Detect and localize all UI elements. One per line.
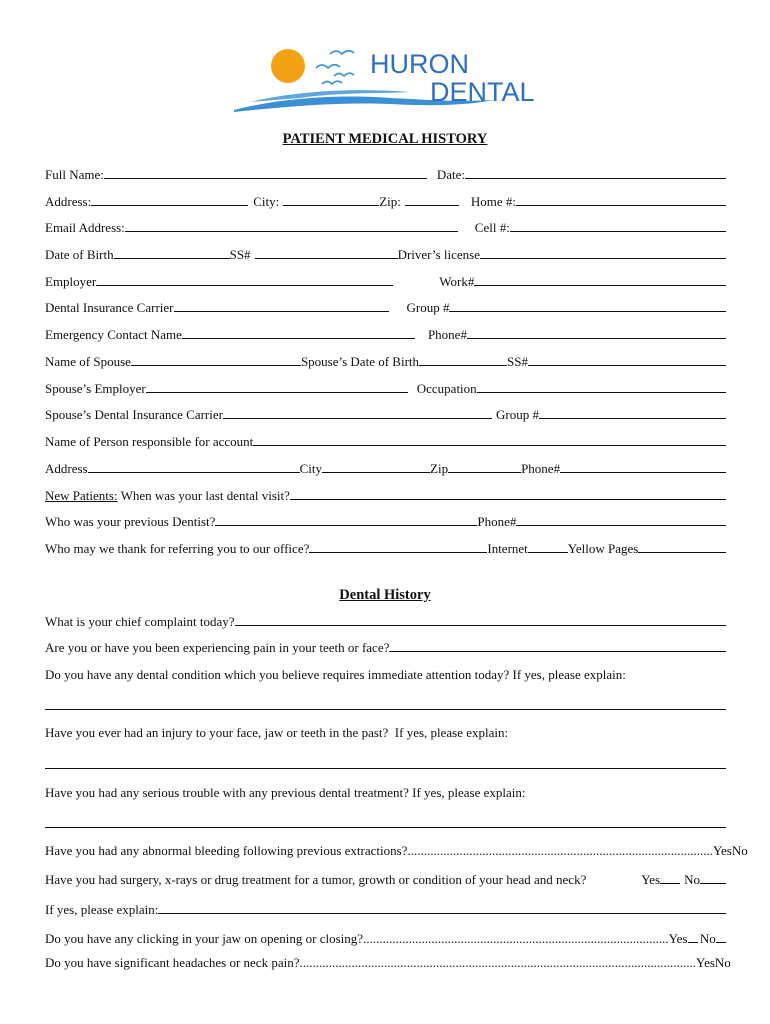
row-full-name [45, 167, 726, 183]
spouse-dob-field[interactable] [419, 354, 507, 366]
prev-dentist-label: Who was your previous Dentist? [45, 514, 216, 529]
group-field[interactable] [449, 300, 726, 312]
q3-label: Do you have any dental condition which you believe requires immediate attention today? If yes, please explain: [45, 667, 626, 682]
huron-dental-logo [230, 40, 550, 118]
emergency-field[interactable] [182, 327, 415, 339]
resp-zip-field[interactable] [448, 461, 521, 473]
last-visit-field[interactable] [290, 488, 726, 500]
work-label: Work# [439, 274, 475, 289]
home-phone-label: Home #: [470, 194, 517, 209]
q1-label: What is your chief complaint today? [45, 614, 235, 629]
cell-label: Cell #: [474, 220, 510, 235]
q8-no-field[interactable] [716, 931, 726, 943]
row-emergency [45, 327, 726, 343]
logo-line1: HURON [370, 49, 469, 79]
last-visit-label: When was your last dental visit? [117, 488, 290, 503]
q8-yes-label: Yes [668, 931, 688, 946]
spouse-ss-field[interactable] [528, 354, 726, 366]
spouse-dob-label: Spouse’s Date of Birth [300, 354, 420, 369]
spouse-group-label: Group # [495, 407, 539, 422]
q2-label: Are you or have you been experiencing pain in your teeth or face? [45, 640, 390, 655]
row-q7 [45, 872, 726, 888]
q7-no-label: No [684, 872, 700, 887]
page-title: PATIENT MEDICAL HISTORY [282, 131, 488, 147]
ss-label: SS# [229, 247, 251, 262]
spouse-employer-label: Spouse’s Employer [45, 381, 146, 396]
q9-no-label: No [714, 955, 731, 970]
resp-city-label: City [299, 461, 323, 476]
full-name-label: Full Name: [45, 167, 104, 182]
email-field[interactable] [125, 220, 458, 232]
occupation-field[interactable] [477, 381, 726, 393]
q4-label: Have you ever had an injury to your face, jaw or teeth in the past? If yes, please explain: [45, 725, 509, 740]
row-q3 [45, 667, 726, 683]
dob-field[interactable] [114, 247, 230, 259]
q8-leader-dots: .............................................................................................. [363, 931, 669, 946]
row-q4 [45, 725, 726, 741]
logo-line2: DENTAL [430, 77, 535, 107]
license-field[interactable] [480, 247, 726, 259]
row-responsible-address [45, 461, 726, 477]
city-field[interactable] [283, 194, 379, 206]
group-label: Group # [406, 300, 450, 315]
resp-city-field[interactable] [322, 461, 430, 473]
responsible-label: Name of Person responsible for account [45, 434, 254, 449]
zip-label: Zip: [379, 194, 401, 209]
q7b-label: If yes, please explain: [45, 902, 159, 917]
birds-icon [316, 51, 354, 84]
row-spouse [45, 354, 726, 370]
resp-address-label: Address [45, 461, 88, 476]
city-label: City: [253, 194, 280, 209]
row-q6 [45, 843, 748, 859]
spouse-insurance-field[interactable] [223, 407, 492, 419]
row-email [45, 220, 726, 236]
row-q9 [45, 955, 731, 971]
emergency-phone-field[interactable] [467, 327, 726, 339]
row-dob [45, 247, 726, 263]
q9-yes-label: Yes [695, 955, 715, 970]
q3-answer-line[interactable] [45, 709, 726, 710]
spouse-insurance-label: Spouse’s Dental Insurance Carrier [45, 407, 223, 422]
ss-field[interactable] [255, 247, 398, 259]
q7-yes-field[interactable] [660, 872, 680, 884]
yellow-pages-label: Yellow Pages [567, 541, 639, 556]
row-q1 [45, 614, 726, 630]
q7-yes-label: Yes [641, 872, 661, 887]
q6-yes-label: Yes [712, 843, 732, 858]
prev-phone-field[interactable] [516, 514, 726, 526]
q5-label: Have you had any serious trouble with any previous dental treatment? If yes, please explain: [45, 785, 526, 800]
address-label: Address: [45, 194, 92, 209]
insurance-label: Dental Insurance Carrier [45, 300, 174, 315]
resp-phone-field[interactable] [560, 461, 726, 473]
q4-answer-line[interactable] [45, 768, 726, 769]
q6-label: Have you had any abnormal bleeding following previous extractions? [45, 843, 408, 858]
q6-leader-dots: .............................................................................................. [407, 843, 713, 858]
q1-field[interactable] [235, 614, 726, 626]
referral-field[interactable] [309, 541, 487, 553]
q7-no-field[interactable] [700, 872, 726, 884]
q8-no-label: No [699, 931, 716, 946]
prev-dentist-field[interactable] [215, 514, 477, 526]
q2-field[interactable] [389, 640, 726, 652]
q7b-field[interactable] [158, 902, 726, 914]
spouse-ss-label: SS# [507, 354, 528, 369]
internet-field[interactable] [528, 541, 568, 553]
internet-label: Internet [487, 541, 528, 556]
resp-address-field[interactable] [88, 461, 300, 473]
insurance-field[interactable] [174, 300, 389, 312]
emergency-phone-label: Phone# [427, 327, 467, 342]
resp-phone-label: Phone# [521, 461, 561, 476]
row-q7b [45, 902, 726, 918]
spouse-group-field[interactable] [539, 407, 726, 419]
row-spouse-employer [45, 381, 726, 397]
emergency-label: Emergency Contact Name [45, 327, 182, 342]
sun-icon [271, 49, 305, 83]
row-prev-dentist [45, 514, 726, 530]
row-last-visit [45, 488, 726, 504]
spouse-name-field[interactable] [131, 354, 301, 366]
referral-label: Who may we thank for referring you to our office? [45, 541, 310, 556]
spouse-name-label: Name of Spouse [45, 354, 131, 369]
email-label: Email Address: [45, 220, 125, 235]
prev-phone-label: Phone# [477, 514, 517, 529]
q8-label: Do you have any clicking in your jaw on opening or closing? [45, 931, 364, 946]
row-address [45, 194, 726, 210]
address-field[interactable] [91, 194, 248, 206]
dental-history-heading: Dental History [339, 587, 431, 603]
employer-label: Employer [45, 274, 97, 289]
row-q2 [45, 640, 726, 656]
yellow-pages-field[interactable] [638, 541, 726, 553]
license-label: Driver’s license [397, 247, 480, 262]
q9-label: Do you have significant headaches or neck pain? [45, 955, 300, 970]
row-insurance [45, 300, 726, 316]
occupation-label: Occupation [416, 381, 477, 396]
row-spouse-insurance [45, 407, 726, 423]
row-q5 [45, 785, 726, 801]
date-label: Date: [436, 167, 466, 182]
q8-yes-field[interactable] [688, 931, 698, 943]
spouse-employer-field[interactable] [146, 381, 408, 393]
work-field[interactable] [474, 274, 726, 286]
row-q8 [45, 931, 726, 947]
new-patients-label: New Patients: [45, 488, 118, 503]
q6-no-label: No [731, 843, 748, 858]
row-responsible [45, 434, 726, 450]
q5-answer-line[interactable] [45, 827, 726, 828]
row-employer [45, 274, 726, 290]
q9-leader-dots: .......................................................................................................................... [299, 955, 696, 970]
full-name-field[interactable] [104, 167, 427, 179]
zip-field[interactable] [405, 194, 459, 206]
date-field[interactable] [465, 167, 726, 179]
responsible-field[interactable] [253, 434, 726, 446]
cell-field[interactable] [510, 220, 726, 232]
home-phone-field[interactable] [516, 194, 726, 206]
dob-label: Date of Birth [45, 247, 114, 262]
q7-label: Have you had surgery, x-rays or drug treatment for a tumor, growth or condition of your head and neck? [45, 872, 587, 887]
resp-zip-label: Zip [430, 461, 449, 476]
row-referral [45, 541, 726, 557]
employer-field[interactable] [96, 274, 393, 286]
